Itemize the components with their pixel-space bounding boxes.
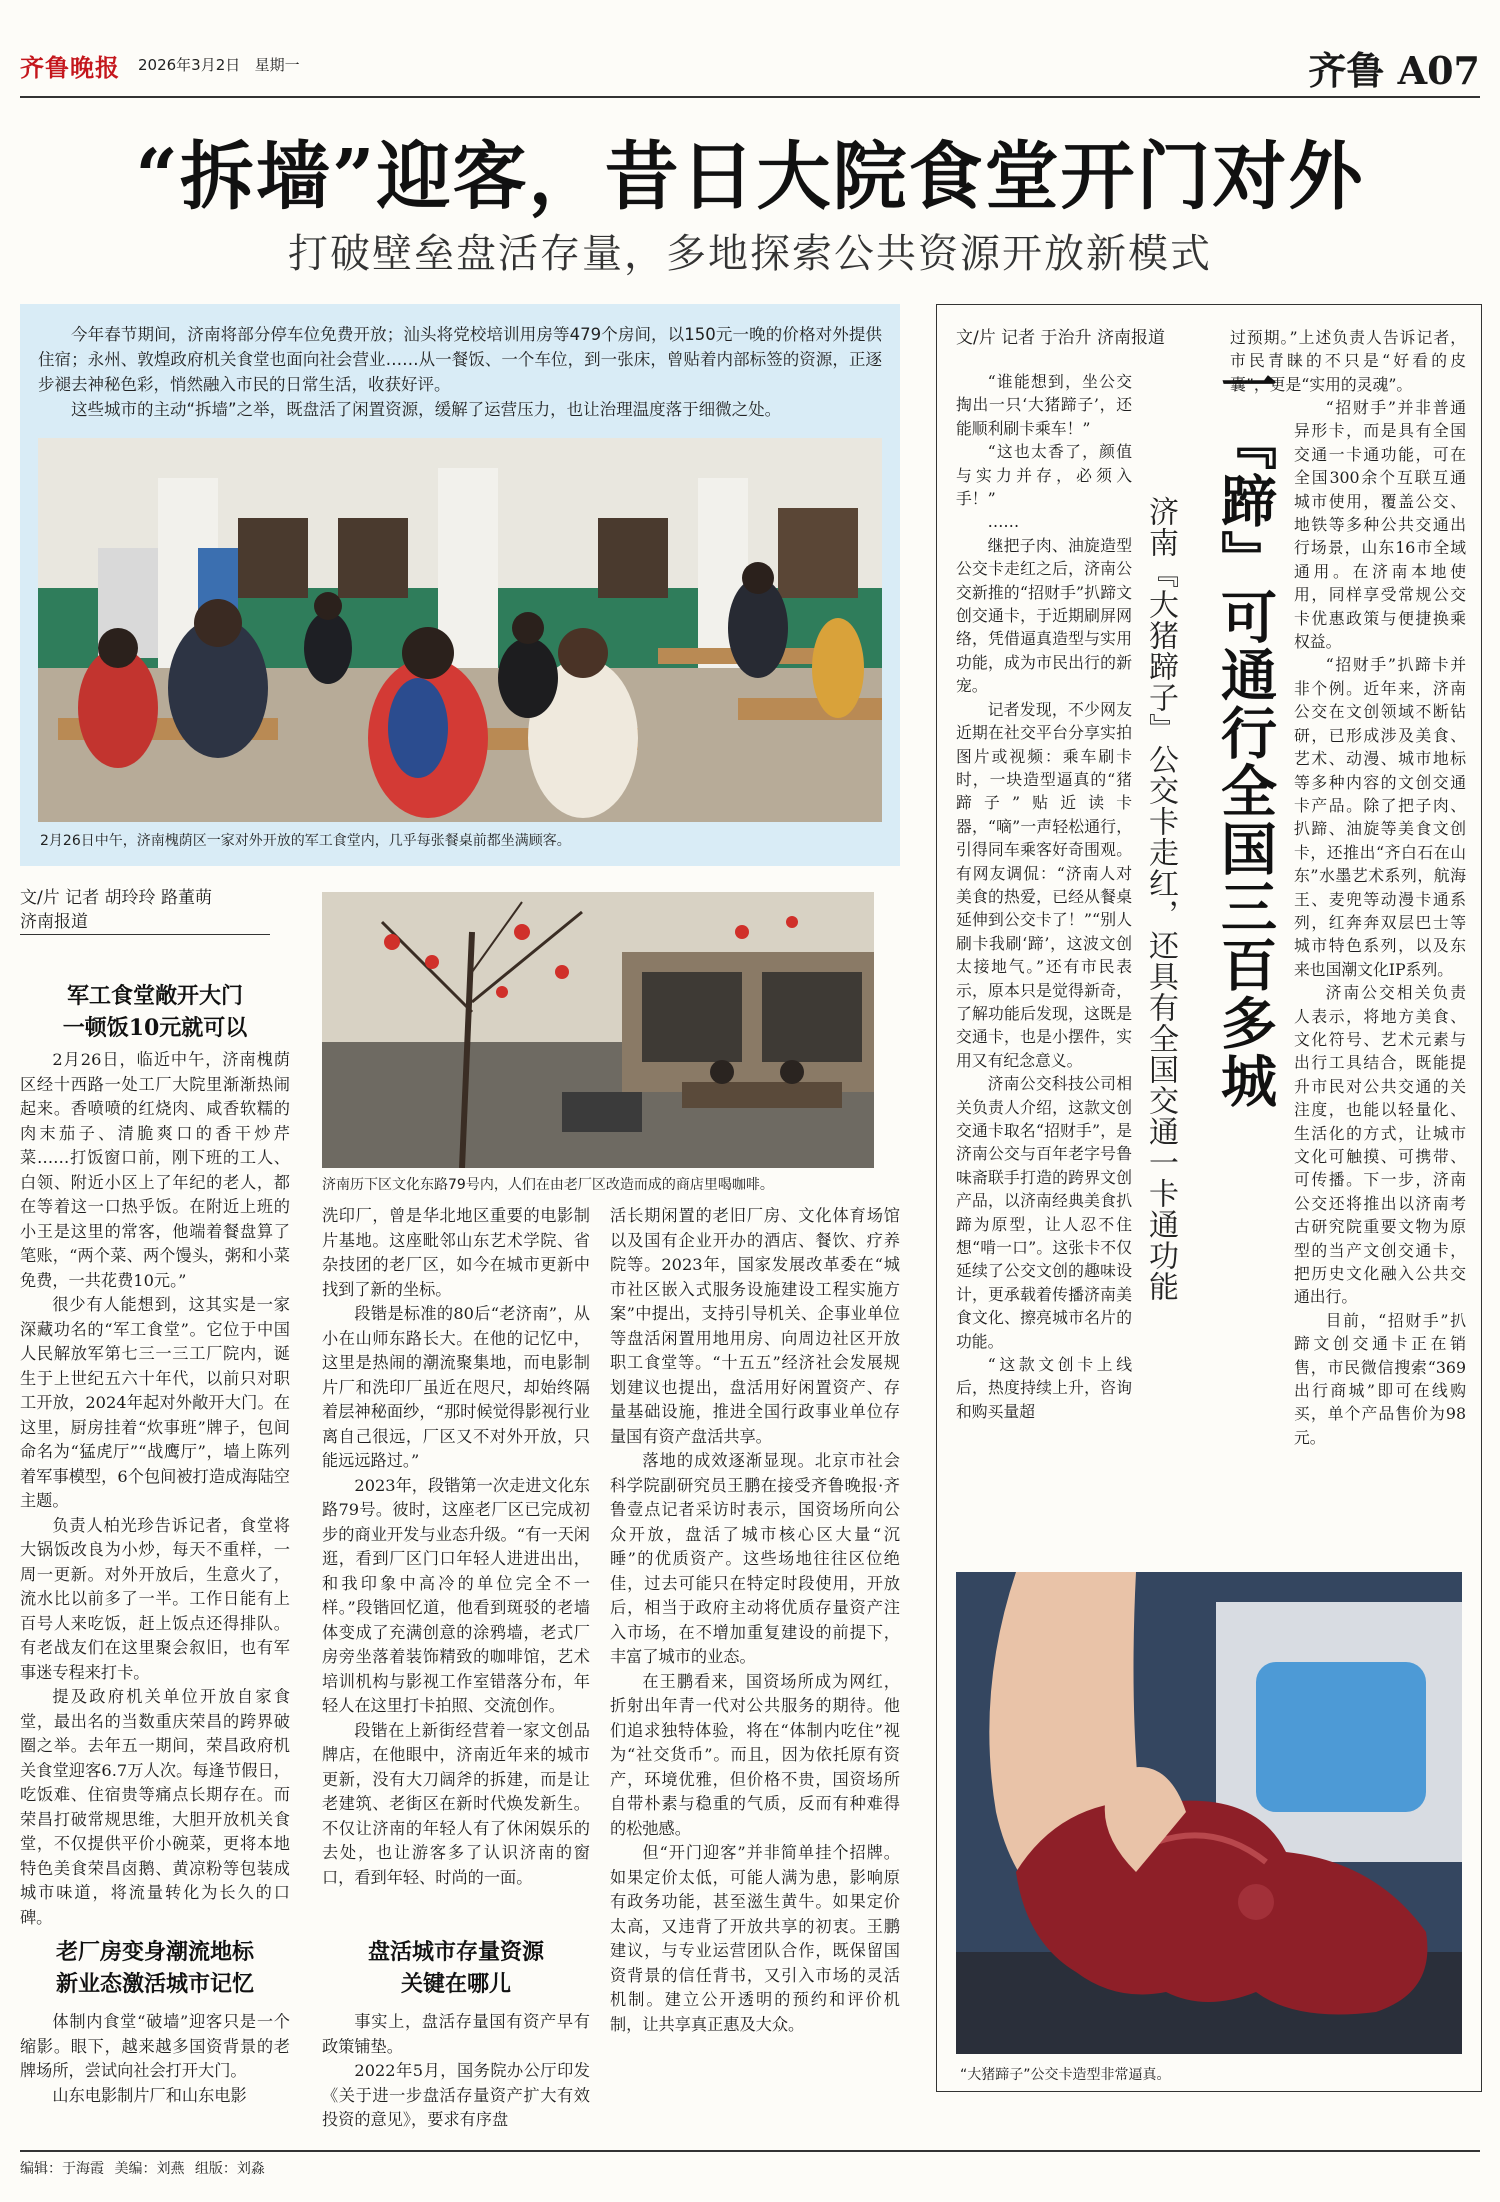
body-paragraph: 记者发现，不少网友近期在社交平台分享实拍图片或视频：乘车刷卡时，一块造型逼真的“猪蹄子”贴近读卡器，“嘀”一声轻松通行，引得同车乘客好奇围观。有网友调侃：“济南人对美食的热爱，已经从餐桌延伸到公交卡了！”“别人刷卡我刷‘蹄’，这波文创太接地气。”还有市民表示，原本只是觉得新奇，了解功能后发现，这既是交通卡，也是小摆件，实用又有纪念意义。: [956, 699, 1132, 1070]
date: 2026年3月2日: [138, 56, 241, 74]
right-column-a: [956, 370, 1132, 1423]
body-paragraph: 济南公交科技公司相关负责人介绍，这款文创交通卡取名“招财手”，是济南公交与百年老字号鲁味斋联手打造的跨界文创产品，以济南经典美食扒蹄为原型，让人忍不住想“啃一口”。这张卡不仅延续了公交文创的趣味设计，更承载着传播济南美食文化、擦亮城市名片的功能。: [956, 1074, 1132, 1351]
editor-credit: 编辑：于海霞: [20, 2161, 104, 2177]
factory-cafe-photo: [322, 892, 874, 1168]
main-subheadline: 打破壁垒盘活存量，多地探索公共资源开放新模式: [288, 231, 1212, 277]
page-number: A07: [1397, 48, 1480, 93]
left-column-body-2: [20, 2010, 290, 2108]
third-column-body: [610, 1204, 900, 2037]
masthead-rule: [20, 96, 1480, 98]
issue-date: [138, 54, 300, 75]
subtitle-line: 盘活城市存量资源: [367, 1939, 544, 1965]
body-paragraph: 过预期。”上述负责人告诉记者，市民青睐的不只是“好看的皮囊”，更是“实用的灵魂”。: [1230, 328, 1466, 394]
body-paragraph: 段锴在上新街经营着一家文创品牌店，在他眼中，济南近年来的城市更新，没有大刀阔斧的拆建，而是让老建筑、老街区在新时代焕发新生。不仅让济南的年轻人有了休闲娱乐的去处，也让游客多了认识济南的窗口，看到年轻、时尚的一面。: [322, 1720, 590, 1887]
subtitle-line: 老厂房变身潮流地标: [55, 1939, 254, 1965]
middle-column-body: [322, 1204, 590, 1890]
pig-trotter-card-photo: [956, 1572, 1462, 2054]
body-paragraph: 继把子肉、油旋造型公交卡走红之后，济南公交新推的“招财手”扒蹄文创交通卡，于近期刷屏网络，凭借逼真造型与实用功能，成为市民出行的新宠。: [956, 535, 1132, 696]
right-article-subtitle: 济南『大猪蹄子』公交卡走红，还具有全国交通一卡通功能: [1143, 496, 1178, 1302]
left-column-body: [20, 1048, 290, 1930]
lead-text: [38, 322, 882, 422]
photo-caption: 2月26日中午，济南槐荫区一家对外开放的军工食堂内，几乎每张餐桌前都坐满顾客。: [40, 833, 571, 849]
subtitle-line: 关键在哪儿: [400, 1971, 511, 1997]
body-paragraph: 但“开门迎客”并非简单挂个招牌。如果定价太低，可能人满为患，影响原有政务功能，甚至滋生黄牛。如果定价太高，又违背了开放共享的初衷。王鹏建议，与专业运营团队合作，既保留国资背景的信任背书，又引入市场的灵活机制。建立公开透明的预约和评价机制，让共享真正惠及大众。: [610, 1843, 900, 2034]
left-byline: [20, 886, 290, 935]
masthead-logo: 齐鲁晚报: [20, 53, 120, 82]
body-paragraph: 济南公交相关负责人表示，将地方美食、文化符号、艺术元素与出行工具结合，既能提升市民对公共交通的关注度，也能以轻量化、生活化的方式，让城市文化可触摸、可携带、可传播。下一步，济南公交还将推出以济南考古研究院重要文物为原型的当产文创交通卡，把历史文化融入公共交通出行。: [1294, 983, 1466, 1307]
layout-credit: 组版：刘淼: [194, 2161, 265, 2177]
body-paragraph: 活长期闲置的老旧厂房、文化体育场馆以及国有企业开办的酒店、餐饮、疗养院等。2023年，国家发展改革委在“城市社区嵌入式服务设施建设工程实施方案”中提出，支持引导机关、企事业单位等盘活闲置用地用房、向周边社区开放职工食堂等。“十五五”经济社会发展规划建议也提出，盘活用好闲置资产、存量基础设施，推进全国行政事业单位存量国有资产盘活共享。: [610, 1206, 900, 1446]
body-paragraph: 体制内食堂“破墙”迎客只是一个缩影。眼下，越来越多国资背景的老牌场所，尝试向社会打开大门。: [20, 2012, 290, 2080]
body-paragraph: 在王鹏看来，国资场所成为网红，折射出年青一代对公共服务的期待。他们追求独特体验，将在“体制内吃住”视为“社交货币”。而且，因为依托原有资产，环境优雅，但价格不贵，国资场所自带朴素与稳重的气质，反而有种难得的松弛感。: [610, 1671, 900, 1838]
body-paragraph: “谁能想到，坐公交掏出一只‘大猪蹄子’，还能顺利刷卡乘车！”: [956, 372, 1132, 438]
body-paragraph: 2022年5月，国务院办公厅印发《关于进一步盘活存量资产扩大有效投资的意见》，要求有序盘: [322, 2061, 590, 2129]
right-byline: 文/片 记者 于治升 济南报道: [956, 328, 1165, 348]
subtitle-line: 新业态激活城市记忆: [55, 1971, 254, 1997]
body-paragraph: 段锴是标准的80后“老济南”，从小在山师东路长大。在他的记忆中，这里是热闹的潮流聚集地，而电影制片厂和洗印厂虽近在咫尺，却始终隔着层神秘面纱，“那时候觉得影视行业离自己很远，厂区又不对外开放，只能远远路过。”: [322, 1304, 590, 1470]
weekday: 星期一: [254, 56, 300, 74]
subtitle-line: 军工食堂敞开大门: [66, 983, 243, 1009]
lead-paragraph: 今年春节期间，济南将部分停车位免费开放；汕头将党校培训用房等479个房间，以150元一晚的价格对外提供住宿；永州、敦煌政府机关食堂也面向社会营业……从一餐饭、一个车位，到一张床，曾贴着内部标签的资源，正逐步褪去神秘色彩，悄然融入市民的日常生活，收获好评。: [38, 325, 882, 394]
art-credit: 美编：刘燕: [114, 2161, 185, 2177]
body-paragraph: “招财手”并非普通异形卡，而是具有全国交通一卡通功能，可在全国300余个互联互通城市使用，覆盖公交、地铁等多种公共交通出行场景，山东16市全域通用。在济南本地使用，同样享受常规公交卡优惠政策与便捷换乘权益。: [1294, 398, 1466, 652]
middle-column-body-2: [322, 2010, 590, 2133]
subtitle-line: 一顿饭10元就可以: [62, 1015, 248, 1041]
body-paragraph: 提及政府机关单位开放自家食堂，最出名的当数重庆荣昌的跨界破圈之举。去年五一期间，荣昌政府机关食堂迎客6.7万人次。每逢节假日，吃饭难、住宿贵等痛点长期存在。而荣昌打破常规思维，大胆开放机关食堂，不仅提供平价小碗菜，更将本地特色美食荣昌卤鹅、黄凉粉等包装成城市味道，将流量转化为长久的口碑。: [20, 1687, 290, 1927]
byline-location: 济南报道: [20, 910, 270, 935]
byline-reporters: 文/片 记者 胡玲玲 路董萌: [20, 888, 212, 908]
body-paragraph: 2023年，段锴第一次走进文化东路79号。彼时，这座老厂区已完成初步的商业开发与业态升级。“有一天闲逛，看到厂区门口年轻人进进出出，和我印象中高冷的单位完全不一样。”段锴回忆道，他看到斑驳的老墙体变成了充满创意的涂鸦墙，老式厂房旁坐落着装饰精致的咖啡馆，艺术培训机构与影视工作室错落分布，年轻人在这里打卡拍照、交流创作。: [322, 1475, 590, 1715]
body-paragraph: “招财手”扒蹄卡并非个例。近年来，济南公交在文创领域不断钻研，已形成涉及美食、艺术、动漫、城市地标等多种内容的文创交通卡产品。除了把子肉、扒蹄、油旋等美食文创卡，还推出“齐白石在山东”水墨艺术系列，航海王、麦兜等动漫卡通系列，红奔奔双层巴士等城市特色系列，以及东来也国潮文化IP系列。: [1294, 655, 1466, 979]
body-paragraph: 落地的成效逐渐显现。北京市社会科学院副研究员王鹏在接受齐鲁晚报·齐鲁壹点记者采访时表示，国资场所向公众开放，盘活了城市核心区大量“沉睡”的优质资产。这些场地往往区位绝佳，过去可能只在特定时段使用，开放后，相当于政府主动将优质存量资产注入市场，在不增加重复建设的前提下，丰富了城市的业态。: [610, 1451, 900, 1666]
body-paragraph: 2月26日，临近中午，济南槐荫区经十西路一处工厂大院里渐渐热闹起来。香喷喷的红烧肉、咸香软糯的肉末茄子、清脆爽口的香干炒芹菜……打饭窗口前，刚下班的工人、白领、附近小区上了年纪的老人，都在等着这一口热乎饭。在附近上班的小王是这里的常客，他端着餐盘算了笔账，“两个菜、两个馒头，粥和小菜免费，一共花费10元。”: [20, 1050, 290, 1290]
body-paragraph: 负责人柏光珍告诉记者，食堂将大锅饭改良为小炒，每天不重样，一周一更新。对外开放后，生意火了，流水比以前多了一半。工作日能有上百号人来吃饭，赶上饭点还得排队。有老战友们在这里聚会叙旧，也有军事迷专程来打卡。: [20, 1515, 290, 1682]
main-headline: “拆墙”迎客，昔日大院食堂开门对外: [135, 134, 1365, 220]
section-name: 齐鲁: [1308, 48, 1385, 93]
body-paragraph: “这也太香了，颜值与实力并存，必须入手！”: [956, 442, 1132, 509]
canteen-photo: [38, 438, 882, 822]
footer-credits: [20, 2158, 265, 2178]
lead-paragraph: 这些城市的主动“拆墙”之举，既盘活了闲置资源，缓解了运营压力，也让治理温度落于细微之处。: [71, 400, 782, 419]
footer-rule: [20, 2150, 1480, 2152]
body-paragraph: ……: [987, 512, 1020, 532]
photo-caption: 济南历下区文化东路79号内，人们在由老厂区改造而成的商店里喝咖啡。: [322, 1177, 774, 1193]
body-paragraph: “这款文创卡上线后，热度持续上升，咨询和购买量超: [956, 1355, 1132, 1421]
subtitle-military-canteen: [20, 980, 290, 1044]
body-paragraph: 目前，“招财手”扒蹄文创交通卡正在销售，市民微信搜索“369出行商城”即可在线购买，单个产品售价为98元。: [1294, 1310, 1466, 1447]
subtitle-old-factory: [20, 1936, 290, 2000]
body-paragraph: 洗印厂，曾是华北地区重要的电影制片基地。这座毗邻山东艺术学院、省杂技团的老厂区，如今在城市更新中找到了新的坐标。: [322, 1206, 590, 1299]
body-paragraph: 山东电影制片厂和山东电影: [52, 2085, 247, 2105]
right-column-b-top: [1230, 326, 1466, 396]
body-paragraph: 很少有人能想到，这其实是一家深藏功名的“军工食堂”。它位于中国人民解放军第七三一三工厂院内，诞生于上世纪五六十年代，以前只对职工开放，2024年起对外敞开大门。在这里，厨房挂着“炊事班”牌子，包间命名为“猛虎厅”“战鹰厅”，墙上陈列着军事模型，6个包间被打造成海陆空主题。: [20, 1295, 290, 1510]
body-paragraph: 事实上，盘活存量国有资产早有政策铺垫。: [322, 2012, 590, 2056]
photo-caption: “大猪蹄子”公交卡造型非常逼真。: [960, 2067, 1171, 2083]
subtitle-revitalize: [322, 1936, 590, 2000]
right-column-b: [1294, 396, 1466, 1449]
page-label: [1308, 40, 1480, 95]
right-article-title: 一『蹄』可通行全国三百多城: [1212, 356, 1278, 1110]
